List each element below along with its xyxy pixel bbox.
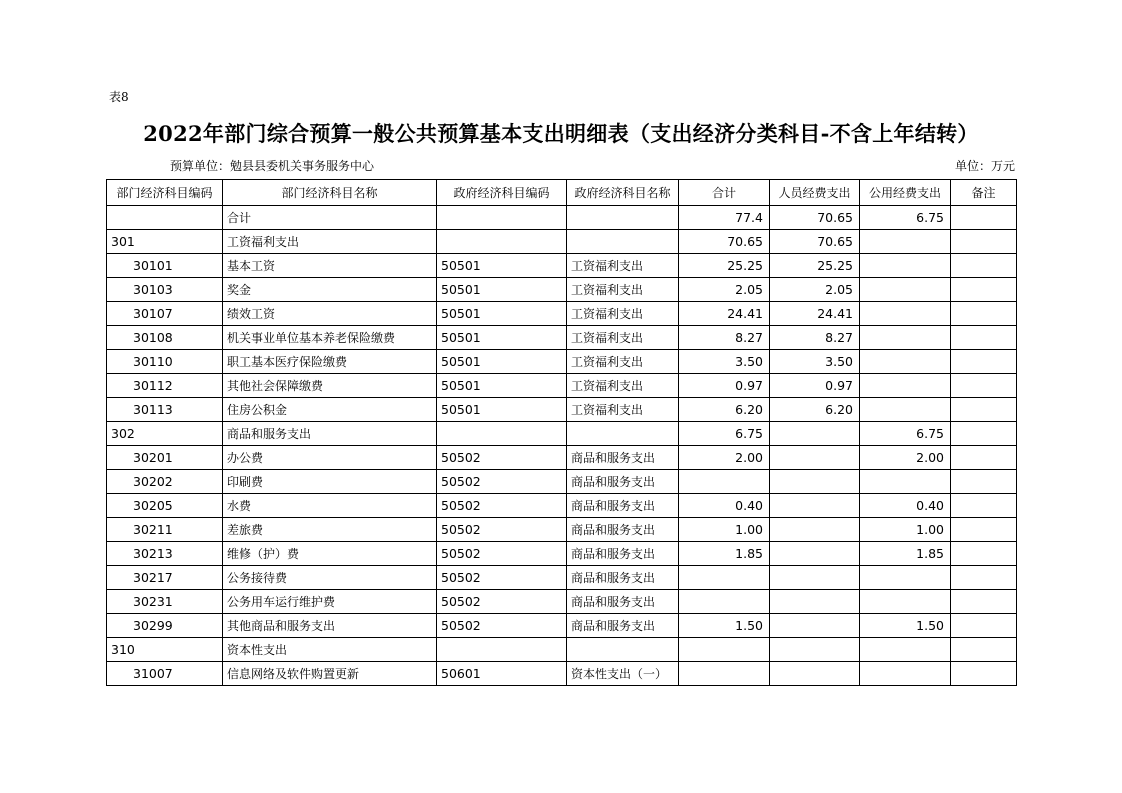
dept-name-cell: 住房公积金 <box>223 398 437 422</box>
gov-code-cell: 50501 <box>437 254 567 278</box>
dept-code-cell: 30201 <box>107 446 223 470</box>
personnel-cell <box>770 470 860 494</box>
dept-name-cell: 公务用车运行维护费 <box>223 590 437 614</box>
personnel-cell: 3.50 <box>770 350 860 374</box>
dept-code-cell: 30107 <box>107 302 223 326</box>
personnel-cell <box>770 566 860 590</box>
dept-code-cell: 310 <box>107 638 223 662</box>
personnel-cell <box>770 542 860 566</box>
table-row <box>107 254 1017 278</box>
gov-name-cell: 商品和服务支出 <box>567 494 679 518</box>
note-cell <box>951 590 1017 614</box>
note-cell <box>951 206 1017 230</box>
dept-code-cell: 30205 <box>107 494 223 518</box>
dept-name-cell: 奖金 <box>223 278 437 302</box>
dept-name-cell: 其他社会保障缴费 <box>223 374 437 398</box>
total-cell: 0.97 <box>679 374 770 398</box>
public-cell <box>860 350 951 374</box>
gov-name-cell: 商品和服务支出 <box>567 446 679 470</box>
gov-code-cell: 50501 <box>437 350 567 374</box>
header-personnel: 人员经费支出 <box>770 180 860 206</box>
table-row <box>107 542 1017 566</box>
table-row <box>107 278 1017 302</box>
gov-code-cell: 50502 <box>437 614 567 638</box>
table-row <box>107 494 1017 518</box>
header-gov-name: 政府经济科目名称 <box>567 180 679 206</box>
personnel-cell <box>770 662 860 686</box>
dept-code-cell: 30113 <box>107 398 223 422</box>
table-row <box>107 662 1017 686</box>
currency-unit-label: 单位：万元 <box>955 159 1016 173</box>
header-dept-code: 部门经济科目编码 <box>107 180 223 206</box>
gov-code-cell: 50501 <box>437 374 567 398</box>
personnel-cell: 70.65 <box>770 206 860 230</box>
table-row <box>107 614 1017 638</box>
dept-code-cell: 30211 <box>107 518 223 542</box>
dept-name-cell: 商品和服务支出 <box>223 422 437 446</box>
table-row <box>107 230 1017 254</box>
header-public: 公用经费支出 <box>860 180 951 206</box>
total-cell <box>679 470 770 494</box>
table-row <box>107 374 1017 398</box>
public-cell <box>860 638 951 662</box>
gov-name-cell: 商品和服务支出 <box>567 590 679 614</box>
dept-code-cell: 30202 <box>107 470 223 494</box>
dept-name-cell: 办公费 <box>223 446 437 470</box>
public-cell <box>860 662 951 686</box>
table-row <box>107 302 1017 326</box>
personnel-cell <box>770 614 860 638</box>
dept-name-cell: 职工基本医疗保险缴费 <box>223 350 437 374</box>
note-cell <box>951 542 1017 566</box>
personnel-cell: 8.27 <box>770 326 860 350</box>
table-row <box>107 398 1017 422</box>
personnel-cell <box>770 638 860 662</box>
gov-code-cell <box>437 638 567 662</box>
gov-name-cell: 商品和服务支出 <box>567 470 679 494</box>
gov-name-cell: 工资福利支出 <box>567 374 679 398</box>
budget-detail-table <box>106 179 1017 686</box>
public-cell <box>860 326 951 350</box>
public-cell <box>860 590 951 614</box>
gov-code-cell: 50501 <box>437 278 567 302</box>
table-row <box>107 326 1017 350</box>
header-note: 备注 <box>951 180 1017 206</box>
gov-code-cell: 50501 <box>437 302 567 326</box>
dept-name-cell: 信息网络及软件购置更新 <box>223 662 437 686</box>
note-cell <box>951 302 1017 326</box>
gov-name-cell: 商品和服务支出 <box>567 542 679 566</box>
personnel-cell: 24.41 <box>770 302 860 326</box>
gov-code-cell: 50502 <box>437 470 567 494</box>
table-row <box>107 518 1017 542</box>
note-cell <box>951 350 1017 374</box>
dept-code-cell: 30110 <box>107 350 223 374</box>
gov-code-cell: 50502 <box>437 590 567 614</box>
header-dept-name: 部门经济科目名称 <box>223 180 437 206</box>
public-cell: 0.40 <box>860 494 951 518</box>
gov-code-cell: 50502 <box>437 542 567 566</box>
total-cell: 2.05 <box>679 278 770 302</box>
public-cell: 1.50 <box>860 614 951 638</box>
total-cell: 24.41 <box>679 302 770 326</box>
header-total: 合计 <box>679 180 770 206</box>
personnel-cell <box>770 590 860 614</box>
dept-code-cell: 30112 <box>107 374 223 398</box>
personnel-cell: 6.20 <box>770 398 860 422</box>
public-cell <box>860 278 951 302</box>
gov-name-cell: 工资福利支出 <box>567 326 679 350</box>
total-cell <box>679 590 770 614</box>
total-cell: 8.27 <box>679 326 770 350</box>
gov-name-cell: 工资福利支出 <box>567 350 679 374</box>
document-title: 2022年部门综合预算一般公共预算基本支出明细表（支出经济分类科目-不含上年结转） <box>143 121 979 146</box>
public-cell <box>860 374 951 398</box>
note-cell <box>951 278 1017 302</box>
dept-name-cell: 水费 <box>223 494 437 518</box>
table-row <box>107 590 1017 614</box>
gov-name-cell: 工资福利支出 <box>567 398 679 422</box>
note-cell <box>951 326 1017 350</box>
personnel-cell <box>770 494 860 518</box>
public-cell <box>860 398 951 422</box>
public-cell: 2.00 <box>860 446 951 470</box>
gov-code-cell: 50502 <box>437 494 567 518</box>
table-row <box>107 446 1017 470</box>
personnel-cell: 2.05 <box>770 278 860 302</box>
total-cell <box>679 662 770 686</box>
table-row <box>107 206 1017 230</box>
total-cell: 1.50 <box>679 614 770 638</box>
public-cell <box>860 302 951 326</box>
dept-name-cell: 绩效工资 <box>223 302 437 326</box>
total-cell: 0.40 <box>679 494 770 518</box>
dept-code-cell: 30108 <box>107 326 223 350</box>
note-cell <box>951 254 1017 278</box>
dept-code-cell: 30101 <box>107 254 223 278</box>
dept-code-cell: 30103 <box>107 278 223 302</box>
public-cell <box>860 566 951 590</box>
total-cell: 2.00 <box>679 446 770 470</box>
total-cell: 1.00 <box>679 518 770 542</box>
table-number-label: 表8 <box>109 90 129 104</box>
note-cell <box>951 518 1017 542</box>
gov-code-cell: 50502 <box>437 446 567 470</box>
budget-unit-label: 预算单位：勉县县委机关事务服务中心 <box>170 159 375 173</box>
dept-name-cell: 维修（护）费 <box>223 542 437 566</box>
public-cell <box>860 470 951 494</box>
gov-code-cell: 50502 <box>437 566 567 590</box>
public-cell: 1.00 <box>860 518 951 542</box>
dept-name-cell: 公务接待费 <box>223 566 437 590</box>
personnel-cell <box>770 422 860 446</box>
note-cell <box>951 566 1017 590</box>
personnel-cell <box>770 446 860 470</box>
total-cell: 1.85 <box>679 542 770 566</box>
personnel-cell: 70.65 <box>770 230 860 254</box>
dept-code-cell: 30213 <box>107 542 223 566</box>
table-row <box>107 566 1017 590</box>
note-cell <box>951 494 1017 518</box>
dept-name-cell: 其他商品和服务支出 <box>223 614 437 638</box>
header-gov-code: 政府经济科目编码 <box>437 180 567 206</box>
gov-name-cell: 工资福利支出 <box>567 278 679 302</box>
total-cell: 3.50 <box>679 350 770 374</box>
gov-code-cell <box>437 422 567 446</box>
gov-name-cell: 商品和服务支出 <box>567 566 679 590</box>
total-cell: 77.4 <box>679 206 770 230</box>
gov-name-cell <box>567 422 679 446</box>
dept-name-cell: 差旅费 <box>223 518 437 542</box>
note-cell <box>951 662 1017 686</box>
total-cell: 6.75 <box>679 422 770 446</box>
dept-name-cell: 基本工资 <box>223 254 437 278</box>
dept-code-cell: 30231 <box>107 590 223 614</box>
gov-name-cell <box>567 230 679 254</box>
public-cell <box>860 230 951 254</box>
gov-name-cell <box>567 638 679 662</box>
table-row <box>107 350 1017 374</box>
personnel-cell <box>770 518 860 542</box>
note-cell <box>951 230 1017 254</box>
dept-code-cell: 31007 <box>107 662 223 686</box>
note-cell <box>951 470 1017 494</box>
table-header-row <box>107 180 1017 206</box>
gov-name-cell: 商品和服务支出 <box>567 518 679 542</box>
total-cell <box>679 566 770 590</box>
note-cell <box>951 398 1017 422</box>
gov-code-cell: 50502 <box>437 518 567 542</box>
gov-name-cell: 资本性支出（一） <box>567 662 679 686</box>
gov-code-cell: 50601 <box>437 662 567 686</box>
note-cell <box>951 638 1017 662</box>
public-cell: 1.85 <box>860 542 951 566</box>
note-cell <box>951 374 1017 398</box>
dept-name-cell: 印刷费 <box>223 470 437 494</box>
total-cell: 25.25 <box>679 254 770 278</box>
table-row <box>107 470 1017 494</box>
personnel-cell: 0.97 <box>770 374 860 398</box>
gov-name-cell: 商品和服务支出 <box>567 614 679 638</box>
personnel-cell: 25.25 <box>770 254 860 278</box>
note-cell <box>951 614 1017 638</box>
dept-name-cell: 合计 <box>223 206 437 230</box>
public-cell: 6.75 <box>860 206 951 230</box>
public-cell: 6.75 <box>860 422 951 446</box>
gov-code-cell <box>437 230 567 254</box>
dept-name-cell: 机关事业单位基本养老保险缴费 <box>223 326 437 350</box>
public-cell <box>860 254 951 278</box>
total-cell: 70.65 <box>679 230 770 254</box>
dept-name-cell: 资本性支出 <box>223 638 437 662</box>
gov-code-cell <box>437 206 567 230</box>
gov-code-cell: 50501 <box>437 398 567 422</box>
total-cell: 6.20 <box>679 398 770 422</box>
dept-code-cell: 301 <box>107 230 223 254</box>
gov-code-cell: 50501 <box>437 326 567 350</box>
note-cell <box>951 446 1017 470</box>
dept-code-cell: 30217 <box>107 566 223 590</box>
gov-name-cell <box>567 206 679 230</box>
table-row <box>107 422 1017 446</box>
dept-code-cell: 30299 <box>107 614 223 638</box>
note-cell <box>951 422 1017 446</box>
dept-code-cell <box>107 206 223 230</box>
gov-name-cell: 工资福利支出 <box>567 302 679 326</box>
total-cell <box>679 638 770 662</box>
dept-name-cell: 工资福利支出 <box>223 230 437 254</box>
dept-code-cell: 302 <box>107 422 223 446</box>
gov-name-cell: 工资福利支出 <box>567 254 679 278</box>
table-row <box>107 638 1017 662</box>
